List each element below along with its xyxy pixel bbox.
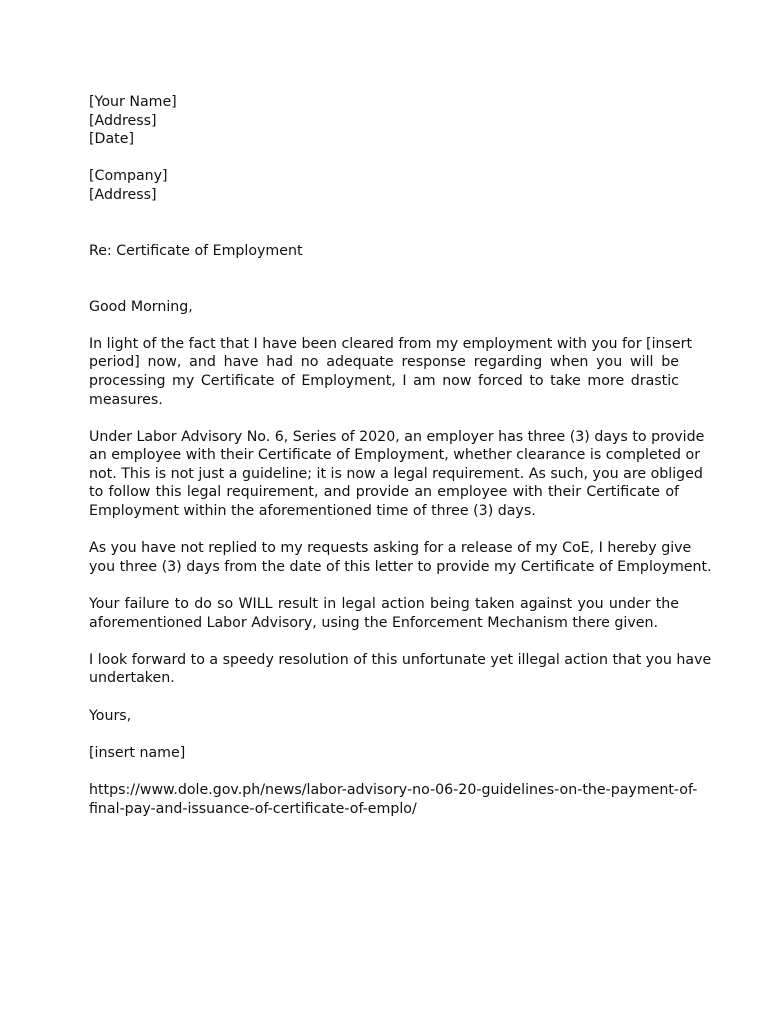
paragraph-2 [89, 428, 705, 521]
reference-link-line-2[interactable]: final-pay-and-issuance-of-certificate-of-emplo/ [89, 800, 417, 817]
paragraph-line: an employee with their Certificate of Employment, whether clearance is completed or [89, 447, 701, 464]
paragraph-line: period] now, and have had no adequate response regarding when you will be [89, 354, 679, 371]
signature [89, 744, 679, 763]
paragraph-5 [89, 651, 712, 688]
subject-line [89, 242, 679, 261]
paragraph-line: undertaken. [89, 670, 175, 687]
sender-name: [Your Name] [89, 94, 177, 110]
signature-name: [insert name] [89, 744, 186, 761]
paragraph-line: Your failure to do so WILL result in legal action being taken against you under the [89, 596, 679, 613]
paragraph-line: In light of the fact that I have been cleared from my employment with you for [insert [89, 335, 693, 352]
closing-text: Yours, [89, 707, 132, 724]
recipient-company: [Company] [89, 168, 168, 185]
reference-link-line-1[interactable]: https://www.dole.gov.ph/news/labor-advisory-no-06-20-guidelines-on-the-payment-of- [89, 781, 698, 798]
paragraph-line: aforementioned Labor Advisory, using the Enforcement Mechanism there given. [89, 614, 658, 631]
paragraph-line: measures. [89, 391, 163, 408]
paragraph-line: I look forward to a speedy resolution of this unfortunate yet illegal action that you have [89, 651, 712, 668]
letter-page [89, 93, 712, 818]
paragraph-3 [89, 539, 712, 576]
paragraph-1 [89, 335, 693, 409]
recipient-block [89, 167, 679, 204]
paragraph-line: you three (3) days from the date of this letter to provide my Certificate of Employment. [89, 558, 712, 575]
letter-date: [Date] [89, 131, 134, 148]
greeting-text: Good Morning, [89, 298, 193, 315]
sender-block [89, 93, 679, 149]
paragraph-line: Employment within the aforementioned time of three (3) days. [89, 503, 536, 520]
subject-text: Re: Certificate of Employment [89, 242, 303, 259]
paragraph-line: not. This is not just a guideline; it is now a legal requirement. As such, you are obliged [89, 465, 703, 482]
paragraph-line: As you have not replied to my requests asking for a release of my CoE, I hereby give [89, 540, 692, 557]
paragraph-line: Under Labor Advisory No. 6, Series of 2020, an employer has three (3) days to provide [89, 428, 705, 445]
paragraph-4 [89, 595, 679, 632]
paragraph-line: processing my Certificate of Employment, I am now forced to take more drastic [89, 372, 679, 389]
sender-address: [Address] [89, 112, 157, 129]
recipient-address: [Address] [89, 186, 157, 203]
closing [89, 707, 679, 726]
reference-link[interactable] [89, 781, 698, 818]
paragraph-line: to follow this legal requirement, and provide an employee with their Certificate of [89, 484, 679, 501]
greeting [89, 298, 679, 317]
